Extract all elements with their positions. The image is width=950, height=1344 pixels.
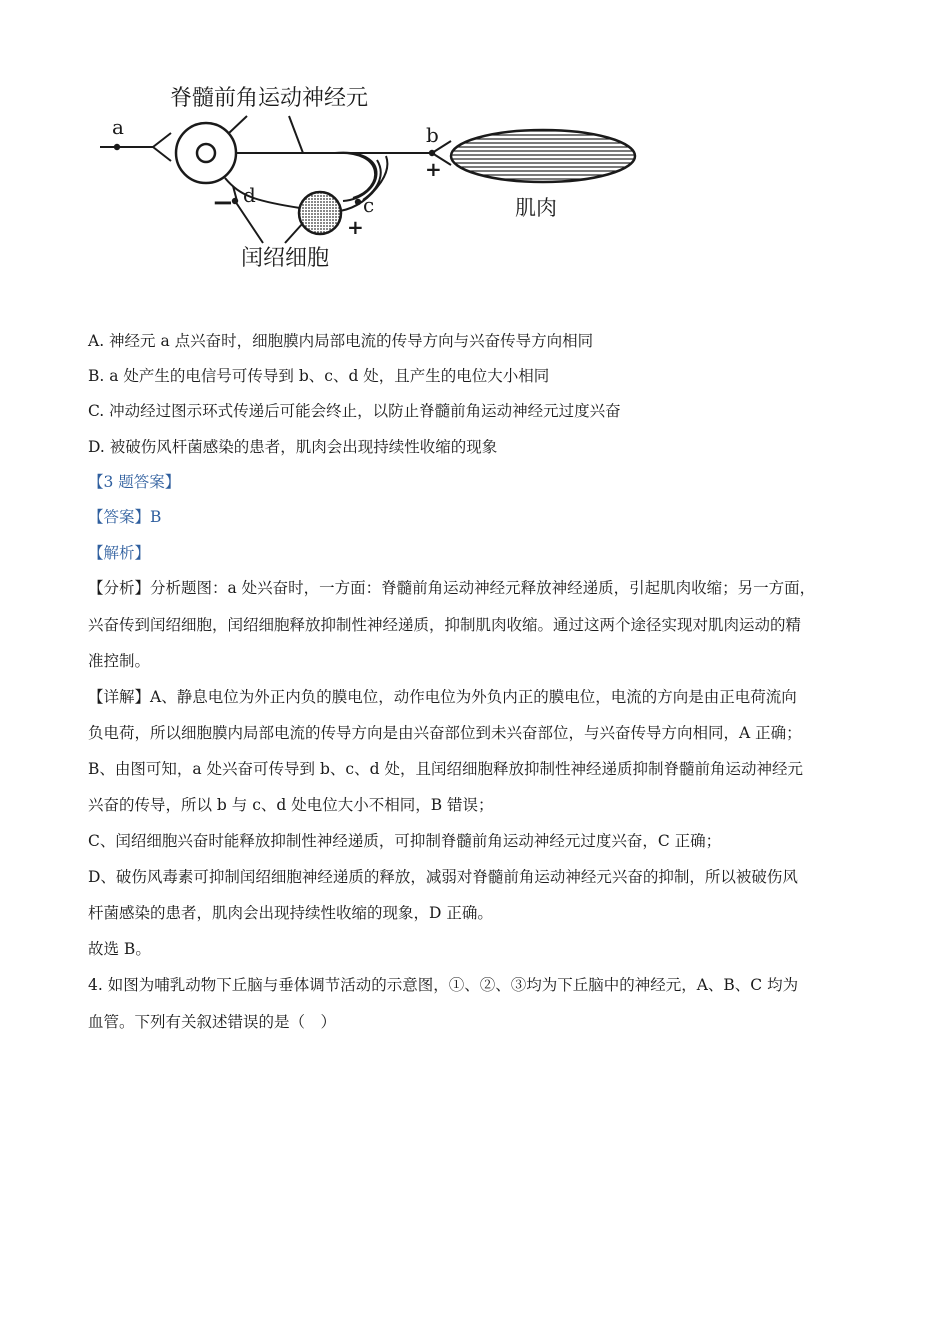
d-branch <box>235 201 263 243</box>
diagram-title: 脊髓前角运动神经元 <box>170 86 369 111</box>
cell-branch <box>285 223 303 243</box>
answer-line <box>88 507 161 527</box>
analysis-line: 【分析】分析题图：a 处兴奋时，一方面：脊髓前角运动神经元释放神经递质，引起肌肉收缩；另一方面， <box>88 579 816 597</box>
option-a: A. 神经元 a 点兴奋时，细胞膜内局部电流的传导方向与兴奋传导方向相同 <box>88 332 594 350</box>
point-c-dot <box>355 199 361 205</box>
answer-text: 【答案】B <box>88 508 162 526</box>
neuron-diagram <box>95 78 655 278</box>
label-c: c <box>363 193 375 217</box>
question-4-line1: 4. 如图为哺乳动物下丘脑与垂体调节活动的示意图，①、②、③均为下丘脑中的神经元，A、B、C 均为 <box>88 976 799 994</box>
analysis-line: 准控制。 <box>88 652 151 670</box>
label-d: d <box>243 183 256 207</box>
detail-line: 负电荷，所以细胞膜内局部电流的传导方向是由兴奋部位到未兴奋部位，与兴奋传导方向相同，A 正确； <box>88 724 802 742</box>
plus-b: + <box>425 157 442 181</box>
dendrite <box>229 116 247 133</box>
label-a: a <box>112 115 124 139</box>
analysis-line: 兴奋传到闰绍细胞，闰绍细胞释放抑制性神经递质，抑制肌肉收缩。通过这两个途径实现对肌肉运动的精 <box>88 616 802 634</box>
detail-line: 故选 B。 <box>88 940 151 958</box>
minus-d: − <box>212 188 234 218</box>
option-d: D. 被破伤风杆菌感染的患者，肌肉会出现持续性收缩的现象 <box>88 438 498 456</box>
axon-collateral-upper <box>289 116 303 153</box>
detail-line: C、闰绍细胞兴奋时能释放抑制性神经递质，可抑制脊髓前角运动神经元过度兴奋，C 正确； <box>88 832 722 850</box>
interneuron-label: 闰绍细胞 <box>241 246 330 271</box>
detail-line: D、破伤风毒素可抑制闰绍细胞神经递质的释放，减弱对脊髓前角运动神经元兴奋的抑制，所以被破伤风 <box>88 868 798 886</box>
muscle-label: 肌肉 <box>515 196 557 220</box>
detail-line: B、由图可知，a 处兴奋可传导到 b、c、d 处，且闰绍细胞释放抑制性神经递质抑制脊髓前角运动神经元 <box>88 760 803 778</box>
muscle <box>451 130 635 182</box>
plus-c: + <box>347 215 364 239</box>
option-c: C. 冲动经过图示环式传递后可能会终止，以防止脊髓前角运动神经元过度兴奋 <box>88 402 621 420</box>
label-b: b <box>426 123 439 147</box>
motor-neuron-nucleus <box>197 144 215 162</box>
renshaw-cell <box>299 192 341 234</box>
question-4-line2: 血管。下列有关叙述错误的是（ ） <box>88 1013 337 1031</box>
analysis-heading: 【解析】 <box>88 544 151 562</box>
point-a-dot <box>114 144 120 150</box>
option-b: B. a 处产生的电信号可传导到 b、c、d 处，且产生的电位大小相同 <box>88 367 550 385</box>
detail-line: 杆菌感染的患者，肌肉会出现持续性收缩的现象，D 正确。 <box>88 904 493 922</box>
answer-heading: 【3 题答案】 <box>88 473 181 491</box>
detail-line: 【详解】A、静息电位为外正内负的膜电位，动作电位为外负内正的膜电位，电流的方向是由正电荷流向 <box>88 688 797 706</box>
synapse-fork <box>153 133 171 161</box>
detail-line: 兴奋的传导，所以 b 与 c、d 处电位大小不相同，B 错误； <box>88 796 494 814</box>
